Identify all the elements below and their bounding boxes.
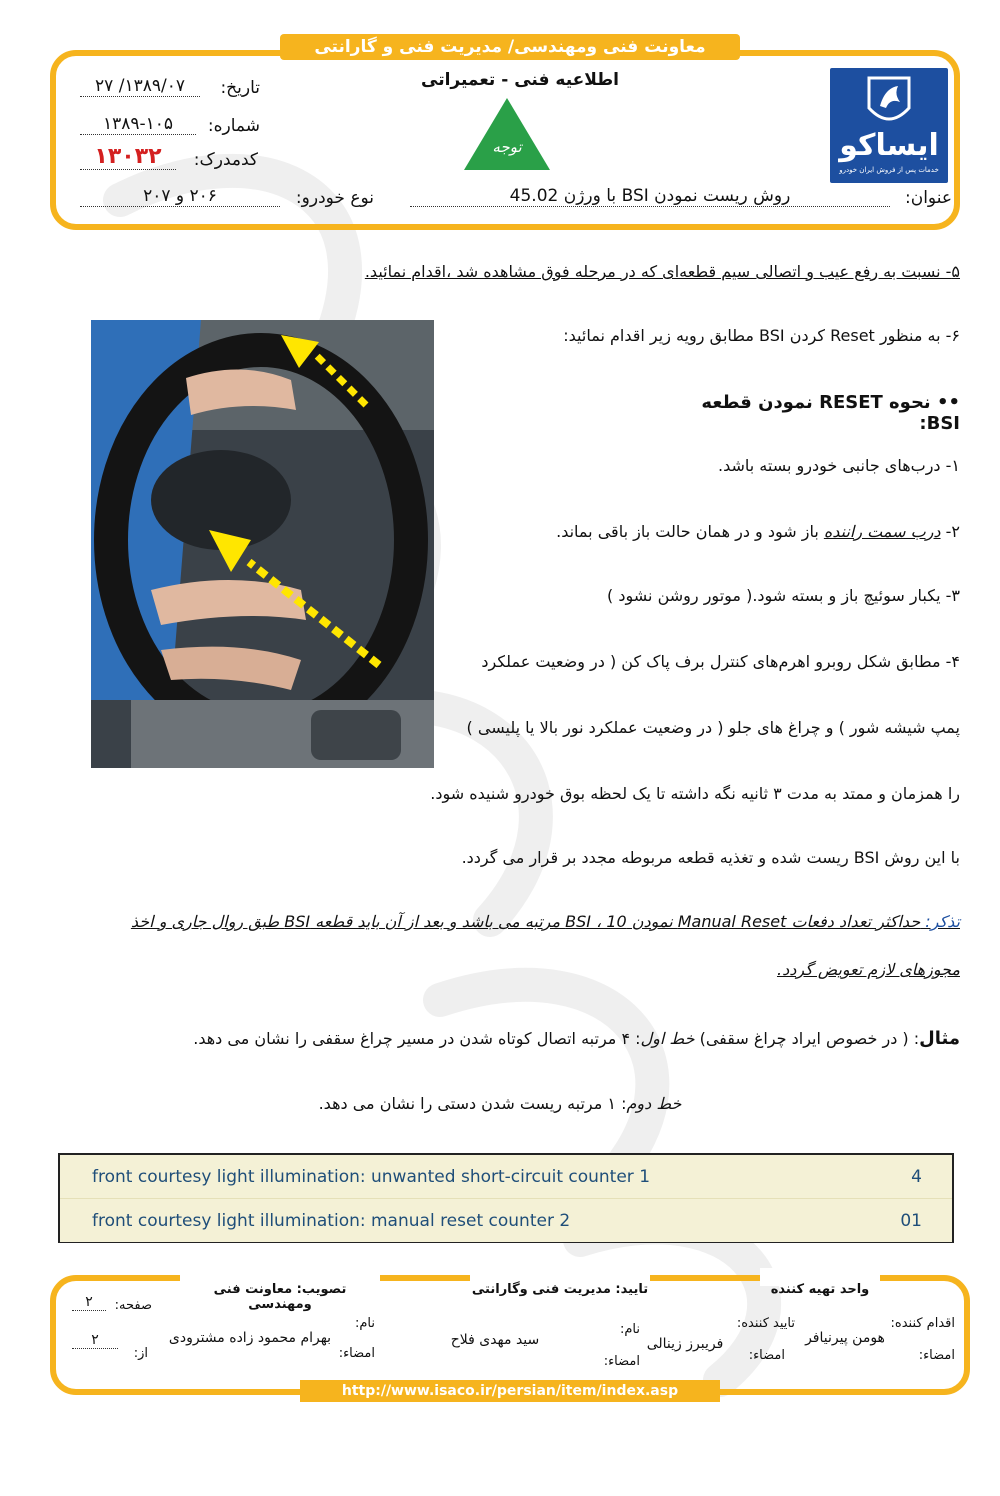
example-label: مثال: [919, 1028, 960, 1049]
number-value: ۱۳۸۹-۱۰۵: [80, 114, 196, 135]
confirm-name: فریبرز زینالی: [646, 1336, 724, 1352]
prep-unit-label: واحد تهیه کننده: [770, 1282, 870, 1297]
number-label: شماره:: [207, 116, 260, 136]
management-name: سید مهدی فلاح: [450, 1332, 540, 1348]
table-row: [60, 1155, 952, 1199]
bullet: ••: [936, 392, 960, 413]
approve-label: تایید: مدیریت فنی وگارانتی: [471, 1282, 649, 1297]
line-1-text: : ۴ مرتبه اتصال کوتاه شدن در مسیر چراغ سقفی را نشان می دهد.: [193, 1029, 641, 1048]
name-label: نام:: [619, 1322, 640, 1337]
header-title: معاونت فنی ومهندسی/ مدیریت فنی و گارانتی: [314, 37, 706, 57]
of-value: ۲: [72, 1332, 118, 1349]
note-label: تذکر:: [920, 912, 960, 931]
attention-label: توجه: [492, 138, 522, 156]
example-line-1: [160, 1028, 960, 1049]
table-cell-value: 01: [900, 1211, 922, 1231]
step-4-end: را همزمان و ممتد به مدت ۳ ثانیه نگه داشته تا یک لحظه بوق خودرو شنیده شود.: [430, 784, 960, 803]
code-value: ۱۳۰۳۲: [80, 144, 176, 170]
reset-heading-text: نحوه RESET نمودن قطعه BSI:: [701, 392, 960, 434]
table-cell-label: front courtesy light illumination: manual reset counter 2: [92, 1211, 571, 1231]
paragraph-6: ۶- به منظور Reset کردن BSI مطابق رویه زیر اقدام نمائید:: [563, 326, 960, 345]
step-3: ۳- یکبار سوئیچ باز و بسته شود.( موتور روشن نشود ): [607, 586, 960, 605]
sign-label: امضاء:: [918, 1348, 955, 1363]
sign-label: امضاء:: [603, 1354, 640, 1369]
step-1: ۱- درب‌های جانبی خودرو بسته باشد.: [717, 456, 960, 475]
steering-wheel-photo: [91, 320, 434, 768]
reset-heading: [660, 392, 960, 434]
step-2-rest: باز شود و در همان حالت باز باقی بماند.: [556, 522, 824, 541]
note-line-2: مجوزهای لازم تعویض گردد.: [776, 960, 960, 979]
step-4: ۴- مطابق شکل روبرو اهرم‌های کنترل برف پاک کن ( در وضعیت عملکرد: [481, 652, 960, 671]
paragraph-5: ۵- نسبت به رفع عیب و اتصالی سیم قطعه‌ای که در مرحله فوق مشاهده شد ،اقدام نمائید.: [364, 262, 960, 281]
logo-subtitle: خدمات پس از فروش ایران خودرو: [839, 166, 939, 174]
page-value: ۲: [72, 1294, 106, 1311]
deputy-name: بهرام محمود زاده مشترودی: [168, 1330, 332, 1346]
note-line-1: [50, 912, 960, 931]
logo-text: ایساکو: [839, 128, 939, 163]
document-type: اطلاعیه فنی - تعمیراتی: [421, 70, 619, 90]
name-label: نام:: [354, 1316, 375, 1331]
ratify-label: تصویب: معاونت فنی ومهندسی: [213, 1282, 347, 1312]
table-cell-value: 4: [911, 1167, 922, 1187]
footer-url[interactable]: http://www.isaco.ir/persian/item/index.asp: [341, 1383, 679, 1399]
vehicle-label: نوع خودرو:: [295, 188, 374, 208]
result-text: با این روش BSI ریست شده و تغذیه قطعه مربوطه مجدد بر قرار می گردد.: [461, 848, 960, 867]
line-2-label: خط دوم: [626, 1094, 682, 1113]
step-2: [480, 522, 960, 541]
example-line-2: [300, 1094, 700, 1113]
attention-triangle-icon: [462, 96, 552, 172]
vehicle-value: ۲۰۶ و ۲۰۷: [80, 186, 280, 207]
step-4-continued: پمپ شیشه شور ) و چراغ های جلو ( در وضعیت عملکرد نور بالا یا پلیسی ): [466, 718, 960, 737]
date-value: ۱۳۸۹/۰۷/ ۲۷: [80, 76, 200, 97]
steering-wheel-illustration: [91, 320, 434, 768]
sign-label: امضاء:: [338, 1346, 375, 1361]
table-cell-label: front courtesy light illumination: unwanted short-circuit counter 1: [92, 1167, 651, 1187]
sign-label: امضاء:: [748, 1348, 785, 1363]
table-row: [60, 1199, 952, 1242]
step-2-prefix: ۲-: [940, 522, 960, 541]
line-1-label: خط اول: [640, 1029, 695, 1048]
action-label: اقدام کننده:: [890, 1316, 955, 1331]
line-2-text: : ۱ مرتبه ریست شدن دستی را نشان می دهد.: [318, 1094, 627, 1113]
diagnostic-counters-table: [58, 1153, 954, 1243]
confirm-label: تایید کننده:: [736, 1316, 795, 1331]
example-context: : ( در خصوص ایراد چراغ سقفی): [694, 1029, 920, 1048]
date-label: تاریخ:: [220, 78, 260, 98]
of-label: از:: [133, 1346, 148, 1361]
subject-label: عنوان:: [905, 188, 952, 208]
subject-value: روش ریست نمودن BSI با ورژن 45.02: [410, 186, 890, 207]
code-label: کدمدرک:: [193, 150, 258, 170]
page-label: صفحه:: [114, 1298, 152, 1313]
note-text: حداکثر تعداد دفعات Manual Reset نمودن BSI ، 10 مرتبه می باشد و بعد از آن باید قطعه BSI طبق روال جاری و اخذ: [130, 912, 921, 931]
step-2-driver-door: درب سمت راننده: [823, 522, 941, 541]
action-name: هومن پیرنیافر: [805, 1330, 885, 1346]
